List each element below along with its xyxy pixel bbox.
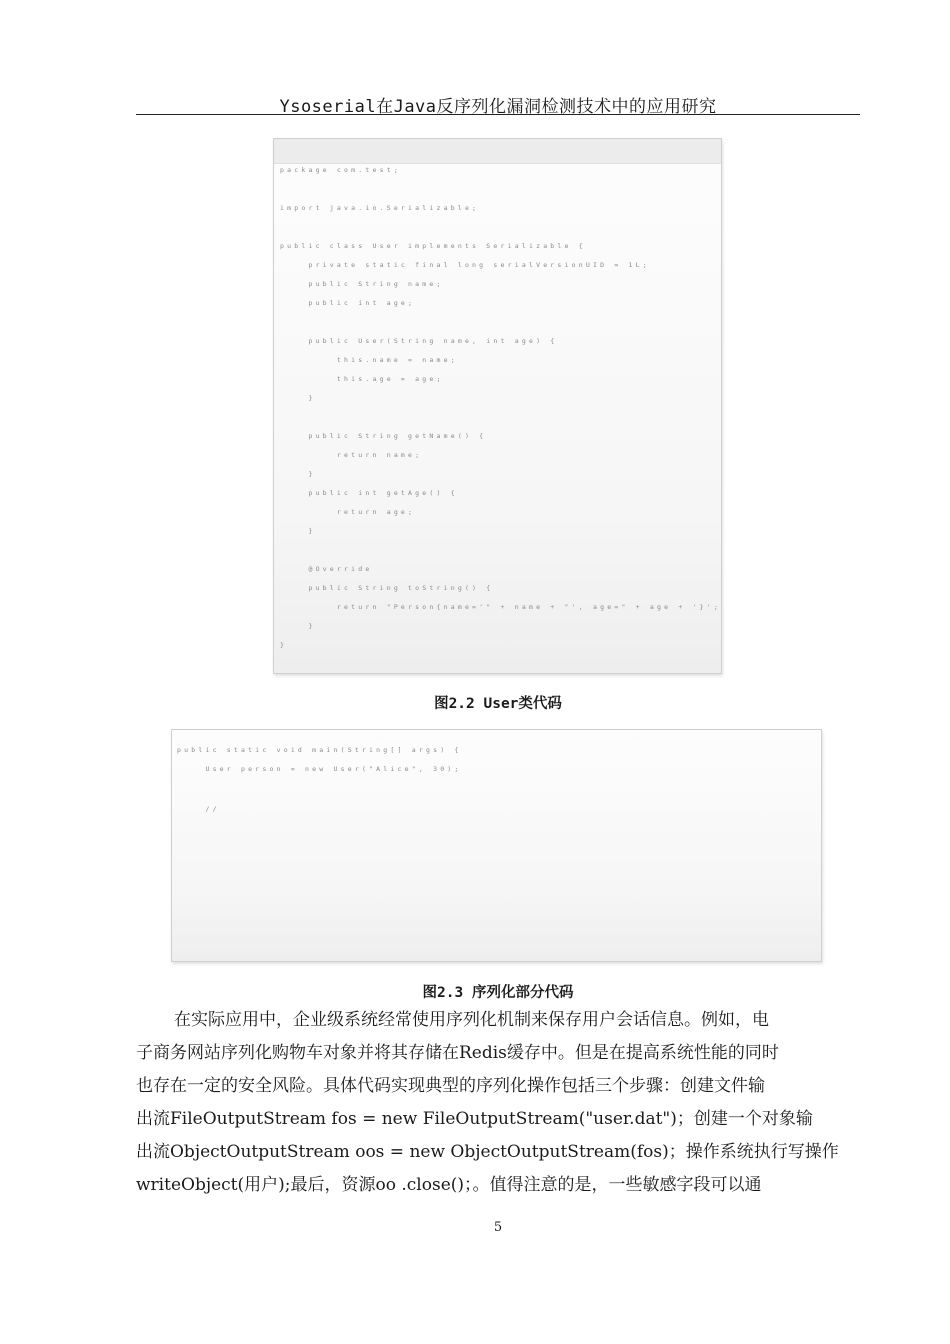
code-line: public int getAge() {	[280, 489, 458, 497]
user-class-code-figure	[273, 138, 722, 674]
page-number: 5	[493, 1220, 503, 1235]
code-line: this.name = name;	[280, 356, 458, 364]
code-line: this.age = age;	[280, 375, 444, 383]
paragraph-line: 子商务网站序列化购物车对象并将其存储在Redis缓存中。但是在提高系统性能的同时	[136, 1043, 779, 1063]
header-rule	[136, 114, 860, 115]
code-line: return name;	[280, 451, 423, 459]
paragraph-line: 出流FileOutputStream fos = new FileOutputStream("user.dat")；创建一个对象输	[136, 1109, 813, 1129]
code-line: }	[280, 527, 316, 535]
code-line: return age;	[280, 508, 416, 516]
code-window-bar	[274, 139, 721, 164]
paragraph-line: 出流ObjectOutputStream oos = new ObjectOutputStream(fos)；操作系统执行写操作	[136, 1142, 839, 1162]
code-line: User person = new User("Alice", 30);	[177, 765, 462, 773]
code-line: private static final long serialVersionUID = 1L;	[280, 261, 650, 269]
code-line: }	[280, 470, 316, 478]
figure-caption: 图2.2 User类代码	[434, 696, 562, 712]
body-paragraph	[136, 1004, 860, 1202]
code-line: public User(String name, int age) {	[280, 337, 558, 345]
serialization-code-figure	[171, 729, 822, 962]
code-line: }	[280, 394, 316, 402]
code-line: }	[280, 622, 316, 630]
code-line: public String name;	[280, 280, 444, 288]
code-line: //	[177, 805, 220, 813]
code-line: return "Person{name='" + name + "', age=" + age + '}';	[280, 603, 722, 611]
paragraph-line: 在实际应用中，企业级系统经常使用序列化机制来保存用户会话信息。例如，电	[174, 1010, 769, 1030]
code-line: @Override	[280, 565, 373, 573]
running-header: Ysoserial在Java反序列化漏洞检测技术中的应用研究	[279, 97, 717, 117]
code-line: }	[280, 641, 288, 649]
code-line: public String getName() {	[280, 432, 487, 440]
code-line: import java.io.Serializable;	[280, 204, 480, 212]
paragraph-line: writeObject(用户);最后，资源oo .close()；。值得注意的是，一些敏感字段可以通	[136, 1175, 762, 1195]
code-line: public int age;	[280, 299, 416, 307]
figure-caption: 图2.3 序列化部分代码	[422, 985, 574, 1001]
code-line: public class User implements Serializable {	[280, 242, 586, 250]
paragraph-line: 也存在一定的安全风险。具体代码实现典型的序列化操作包括三个步骤：创建文件输	[136, 1076, 765, 1096]
code-line: public String toString() {	[280, 584, 494, 592]
code-line: package com.test;	[280, 166, 401, 174]
code-line: public static void main(String[] args) {	[177, 746, 462, 754]
